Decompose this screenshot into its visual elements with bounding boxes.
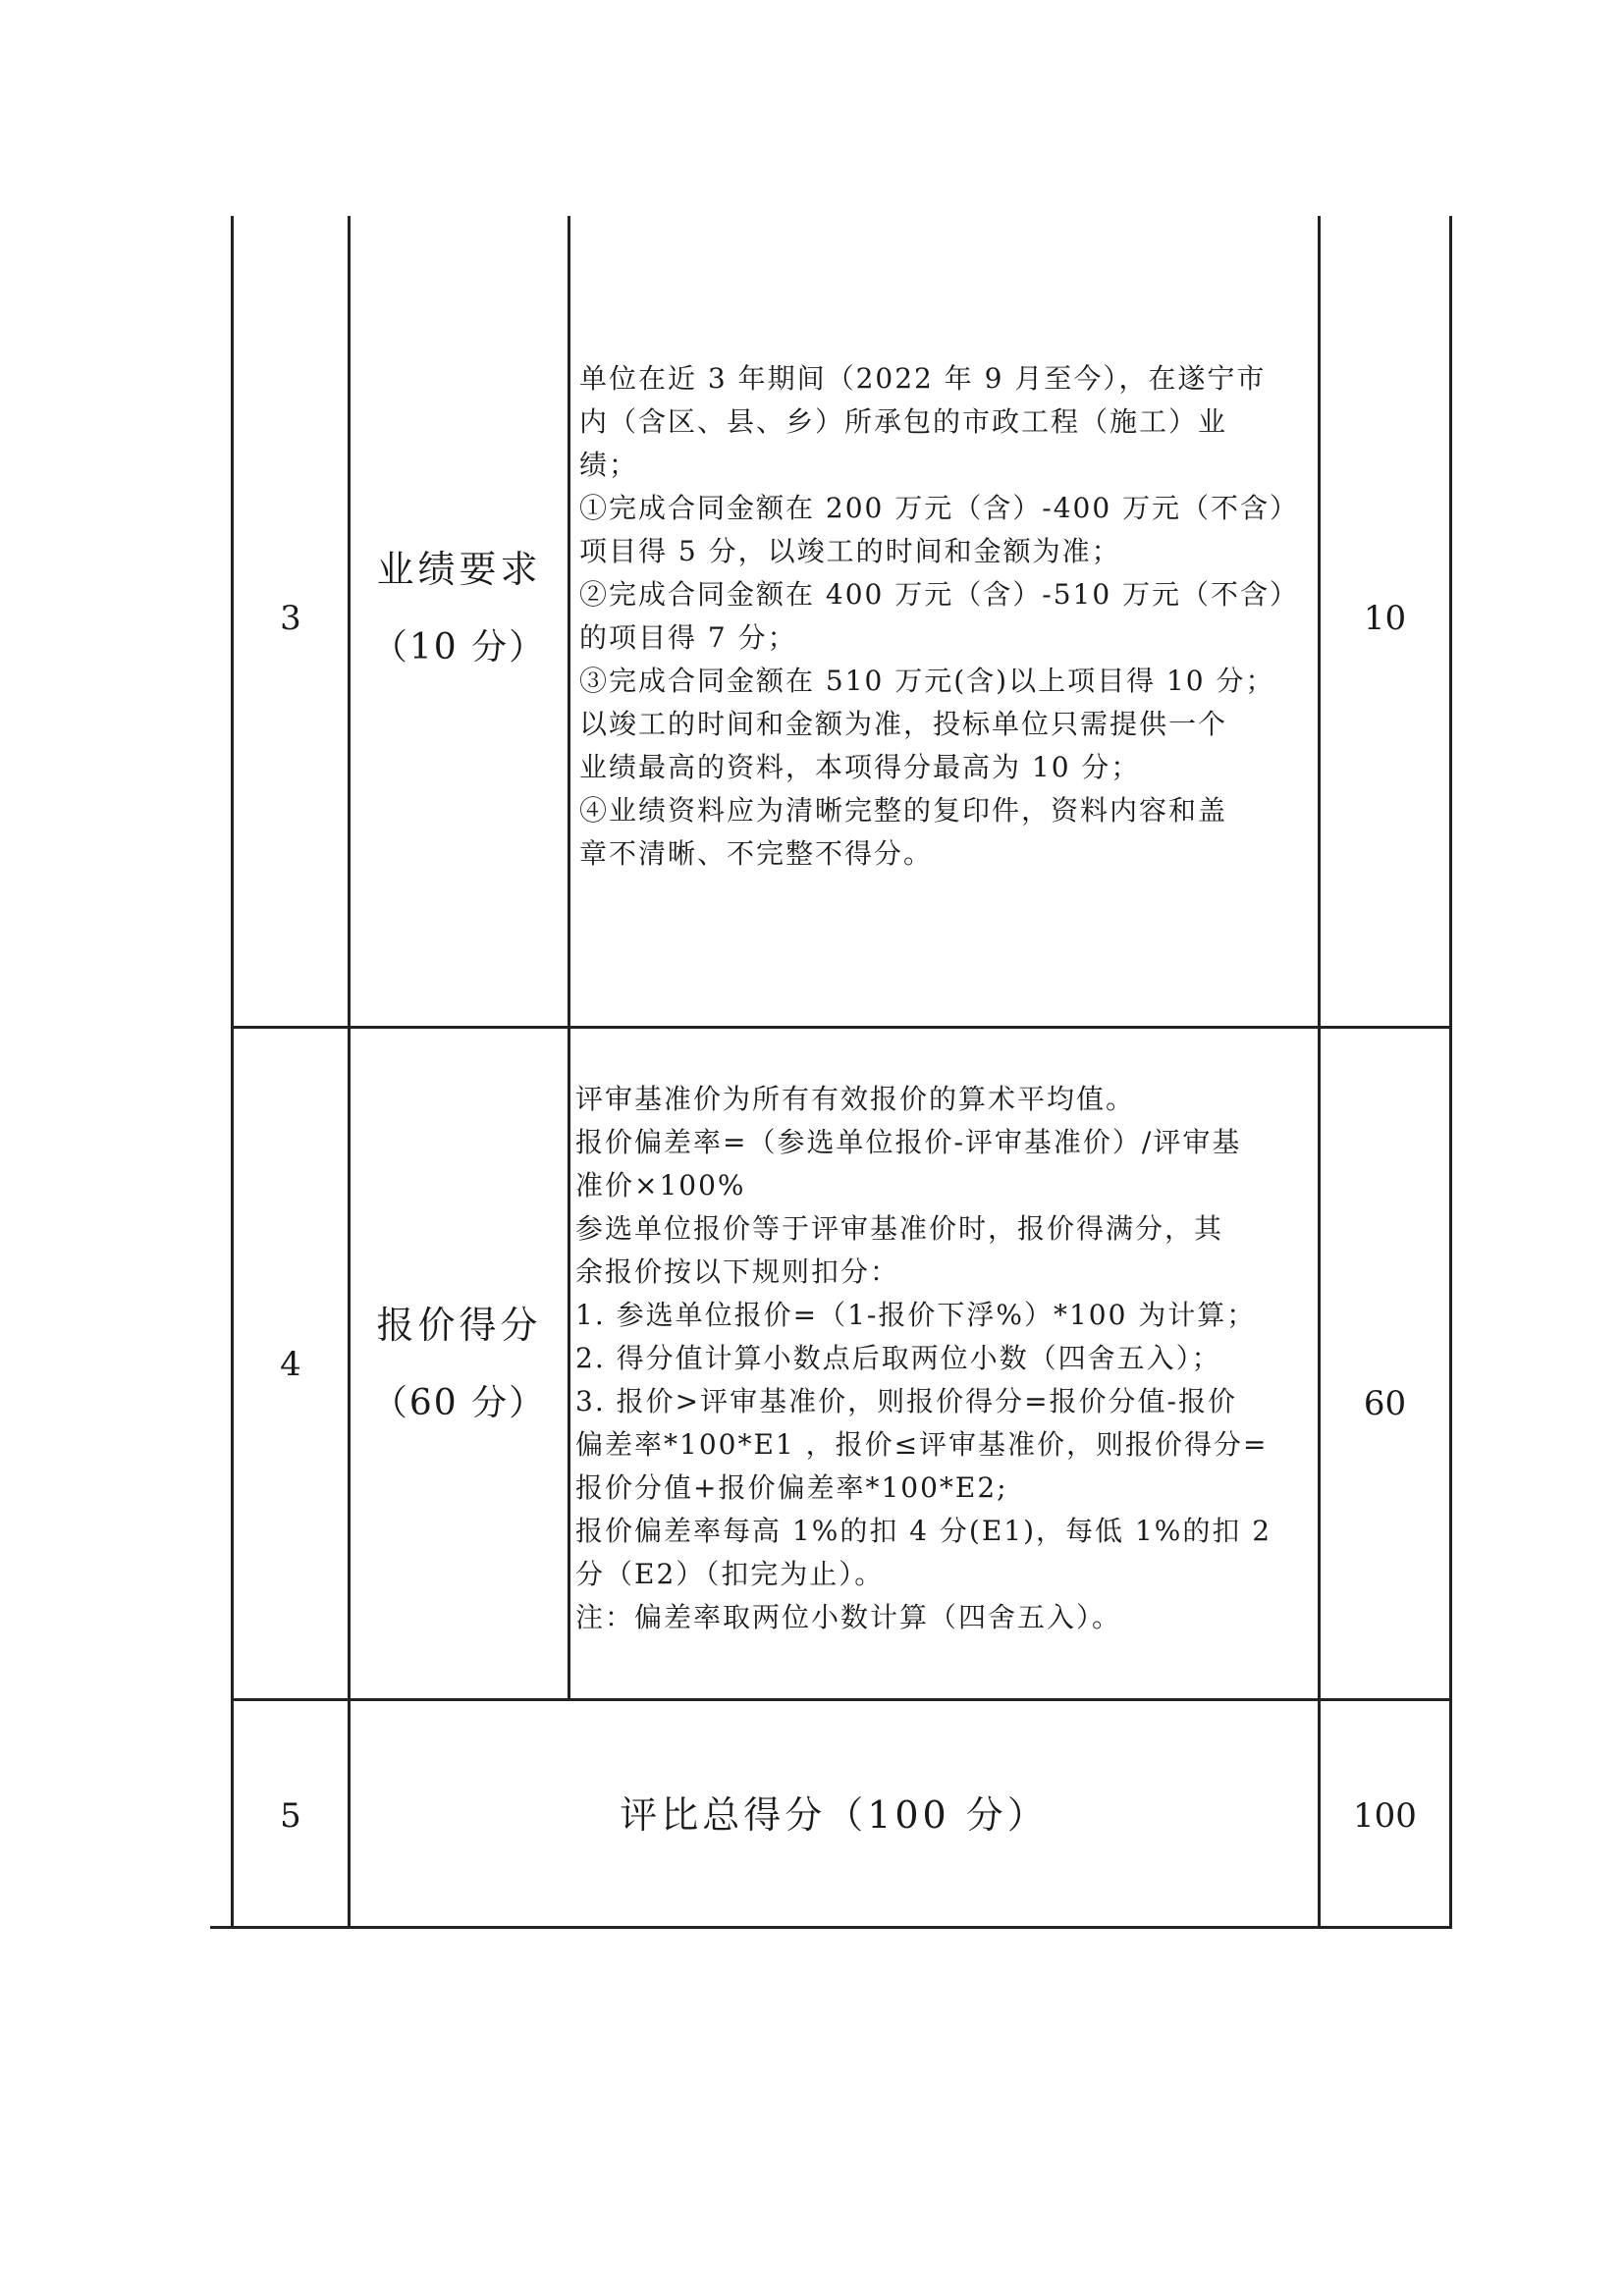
row-5-score: 100	[1353, 1796, 1417, 1836]
row-4-item	[351, 1266, 568, 1463]
row-3-line-8: ③完成合同金额在 510 万元(含)以上项目得 10 分；	[579, 665, 1275, 697]
row-3-line-6: ②完成合同金额在 400 万元（含）-510 万元（不含）	[579, 578, 1300, 611]
row-4-line-11: 报价偏差率每高 1%的扣 4 分(E1)，每低 1%的扣 2	[575, 1515, 1272, 1547]
row-3-item	[351, 510, 568, 707]
table-divider-item-content-upper	[568, 216, 570, 1698]
row-3-line-4: ①完成合同金额在 200 万元（含）-400 万元（不含）	[579, 492, 1300, 524]
row-5-number: 5	[280, 1796, 301, 1836]
row-3-line-1: 单位在近 3 年期间（2022 年 9 月至今），在遂宁市	[579, 362, 1267, 395]
row-4-line-3: 准价×100%	[575, 1169, 746, 1201]
row-3-line-2: 内（含区、县、乡）所承包的市政工程（施工）业	[579, 405, 1228, 438]
row-3-line-11: ④业绩资料应为清晰完整的复印件，资料内容和盖	[579, 794, 1228, 827]
row-3-item-points: （10 分）	[371, 627, 547, 668]
row-4-item-title: 报价得分	[376, 1303, 542, 1347]
row-4-content	[575, 1078, 1312, 1639]
row-3-line-10: 业绩最高的资料，本项得分最高为 10 分；	[579, 751, 1141, 783]
table-border-left	[231, 216, 234, 1929]
row-3-line-3: 绩；	[579, 449, 639, 481]
row-4-line-10: 报价分值+报价偏差率*100*E2;	[575, 1471, 1008, 1504]
row-3-score: 10	[1363, 599, 1407, 638]
row-4-line-4: 参选单位报价等于评审基准价时，报价得满分，其	[575, 1212, 1224, 1245]
row-4-line-13: 注：偏差率取两位小数计算（四舍五入）。	[575, 1601, 1122, 1633]
table-border-bottom	[210, 1926, 1452, 1929]
row-4-line-2: 报价偏差率=（参选单位报价-评审基准价）/评审基	[575, 1126, 1242, 1158]
row-4-line-12: 分（E2）（扣完为止）。	[575, 1558, 885, 1590]
row-3-line-9: 以竣工的时间和金额为准，投标单位只需提供一个	[579, 708, 1228, 740]
total-score-label: 评比总得分（100 分）	[620, 1792, 1049, 1837]
table-border-right	[1449, 216, 1452, 1929]
row-4-line-9: 偏差率*100*E1 ，报价≤评审基准价，则报价得分=	[575, 1428, 1269, 1461]
table-divider-no-item	[348, 216, 351, 1929]
row-3-item-title: 业绩要求	[376, 547, 542, 591]
row-3-line-12: 章不清晰、不完整不得分。	[579, 837, 934, 870]
row-4-number: 4	[280, 1345, 301, 1384]
row-3-number: 3	[280, 599, 301, 638]
row-4-line-1: 评审基准价为所有有效报价的算术平均值。	[575, 1083, 1136, 1115]
table-divider-content-score	[1318, 216, 1321, 1929]
row-4-line-5: 余报价按以下规则扣分：	[575, 1255, 900, 1288]
row-3-line-5: 项目得 5 分，以竣工的时间和金额为准；	[579, 535, 1121, 567]
row-divider-3-4	[231, 1026, 1452, 1029]
row-4-line-8: 3. 报价>评审基准价，则报价得分=报价分值-报价	[575, 1385, 1238, 1417]
row-3-line-7: 的项目得 7 分；	[579, 621, 797, 654]
row-divider-4-5	[231, 1698, 1452, 1701]
row-4-line-6: 1. 参选单位报价=（1-报价下浮%）*100 为计算；	[575, 1299, 1257, 1331]
row-4-item-points: （60 分）	[371, 1383, 547, 1424]
row-4-score: 60	[1363, 1384, 1407, 1423]
row-3-content	[579, 357, 1316, 876]
row-4-line-7: 2. 得分值计算小数点后取两位小数（四舍五入）；	[575, 1342, 1221, 1374]
